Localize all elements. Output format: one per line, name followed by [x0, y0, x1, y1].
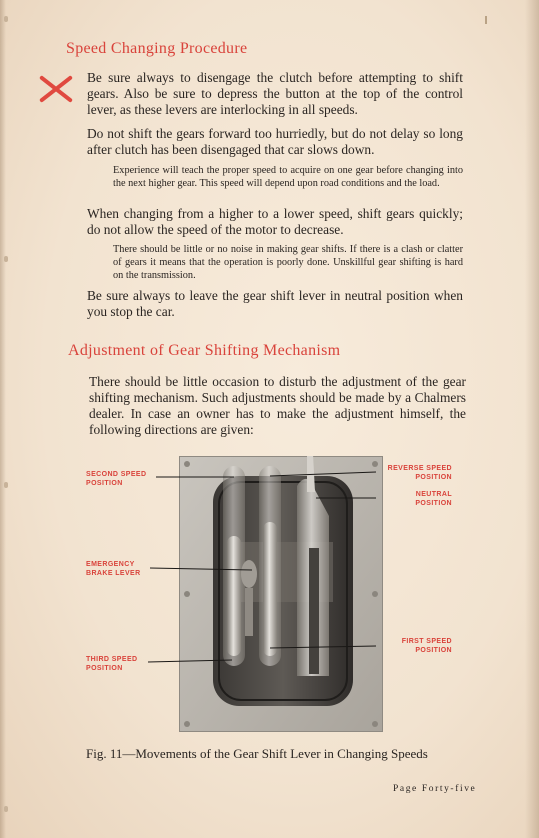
note-noise: There should be little or no noise in making gear shifts. If there is a clash or clatter of gears it means that the operation is poorly done. Unskillful gear shifting is hard on the transmission. [113, 244, 463, 281]
paragraph-downshift: When changing from a higher to a lower speed, shift gears quickly; do not allow the speed of the motor to decrease. [87, 206, 463, 237]
label-third-speed-position: THIRD SPEED POSITION [86, 656, 138, 672]
label-emergency-brake-lever: EMERGENCY BRAKE LEVER [86, 561, 141, 577]
paragraph-neutral: Be sure always to leave the gear shift lever in neutral position when you stop the car. [87, 288, 463, 319]
leader-line-reverse-speed [270, 472, 376, 476]
label-first-speed-position: FIRST SPEED POSITION [401, 638, 452, 654]
note-experience: Experience will teach the proper speed to acquire on one gear before changing into the next higher gear. This speed will depend upon road conditions and the load. [113, 165, 463, 189]
page-number: Page Forty-five [393, 784, 477, 794]
label-neutral-position: NEUTRAL POSITION [415, 491, 452, 507]
paragraph-shift-forward: Do not shift the gears forward too hurriedly, but do not delay so long after clutch has been disengaged that car slows down. [87, 126, 463, 157]
label-second-speed-position: SECOND SPEED POSITION [86, 471, 147, 487]
leader-line-first-speed [270, 646, 376, 648]
figure-caption: Fig. 11—Movements of the Gear Shift Lever in Changing Speeds [86, 746, 428, 761]
label-reverse-speed-position: REVERSE SPEED POSITION [387, 465, 452, 481]
leader-line-emergency-brake [150, 568, 252, 570]
paragraph-adjustment: There should be little occasion to disturb the adjustment of the gear shifting mechanism. Such adjustments should be made by a Chalmers dealer. In case an owner has to make the adjustment himself, the following directions are given: [89, 374, 466, 437]
leader-line-third-speed [148, 660, 232, 662]
paragraph-clutch: Be sure always to disengage the clutch before attempting to shift gears. Also be sure to depress the button at the top of the control lever, as these levers are interlocking in all speeds. [87, 70, 463, 117]
section-heading-speed-changing: Speed Changing Procedure [66, 40, 248, 57]
section-heading-adjustment: Adjustment of Gear Shifting Mechanism [68, 342, 341, 359]
